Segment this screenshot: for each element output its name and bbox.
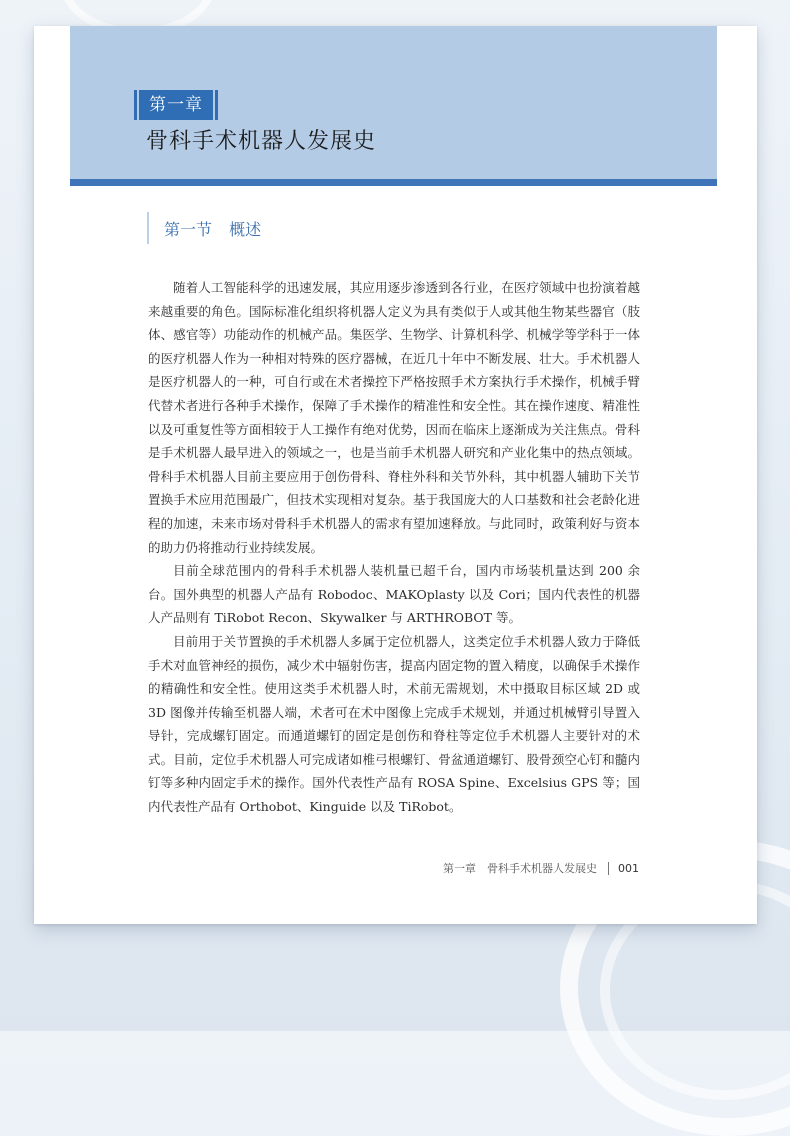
paragraph-1: 随着人工智能科学的迅速发展，其应用逐步渗透到各行业，在医疗领域中也扮演着越来越重要的角色。国际标准化组织将机器人定义为具有类似于人或其他生物某些器官（肢体、感官等）功能动作的机械产品。集医学、生物学、计算机科学、机械学等学科于一体的医疗机器人作为一种相对特殊的医疗器械，在近几十年中不断发展、壮大。手术机器人是医疗机器人的一种，可自行或在术者操控下严格按照手术方案执行手术操作，机械手臂代替术者进行各种手术操作，保障了手术操作的精准性和安全性。其在操作速度、精准性以及可重复性等方面相较于人工操作有绝对优势，因而在临床上逐渐成为关注焦点。骨科是手术机器人最早进入的领域之一，也是当前手术机器人研究和产业化集中的热点领域。骨科手术机器人目前主要应用于创伤骨科、脊柱外科和关节外科，其中机器人辅助下关节置换手术应用范围最广，但技术实现相对复杂。基于我国庞大的人口基数和社会老龄化进程的加速，未来市场对骨科手术机器人的需求有望加速释放。与此同时，政策利好与资本的助力仍将推动行业持续发展。 <box>148 280 640 555</box>
running-title: 第一章 骨科手术机器人发展史 <box>443 862 597 875</box>
book-page <box>34 26 757 924</box>
footer-separator <box>608 862 609 875</box>
chapter-tag-label: 第一章 <box>139 90 213 120</box>
page-number: 001 <box>618 861 639 875</box>
chapter-header-rule <box>70 179 717 186</box>
paragraph-2: 目前全球范围内的骨科手术机器人装机量已超千台，国内市场装机量达到 200 余台。国外典型的机器人产品有 Robodoc、MAKOplasty 以及 Cori；国内代表性的机器人产品则有 TiRobot Recon、Skywalker 与 ARTHROBOT 等。 <box>148 563 640 626</box>
chapter-tag <box>134 90 218 120</box>
chapter-tag-accent <box>215 90 218 120</box>
body-text <box>148 276 640 819</box>
section-heading-bar <box>147 212 149 244</box>
section-title: 第一节 概述 <box>164 219 262 239</box>
paragraph-3: 目前用于关节置换的手术机器人多属于定位机器人，这类定位手术机器人致力于降低手术对血管神经的损伤，减少术中辐射伤害，提高内固定物的置入精度，以确保手术操作的精确性和安全性。使用这类手术机器人时，术前无需规划，术中摄取目标区域 2D 或 3D 图像并传输至机器人端，术者可在术中图像上完成手术规划，并通过机械臂引导置入导针，完成螺钉固定。而通道螺钉的固定是创伤和脊柱等定位手术机器人主要针对的术式。目前，定位手术机器人可完成诸如椎弓根螺钉、骨盆通道螺钉、股骨颈空心钉和髓内钉等多种内固定手术的操作。国外代表性产品有 ROSA Spine、Excelsius GPS 等；国内代表性产品有 Orthobot、Kinguide 以及 TiRobot。 <box>148 633 640 815</box>
section-heading <box>147 212 261 244</box>
page-footer <box>443 860 639 876</box>
chapter-title: 骨科手术机器人发展史 <box>146 129 377 154</box>
